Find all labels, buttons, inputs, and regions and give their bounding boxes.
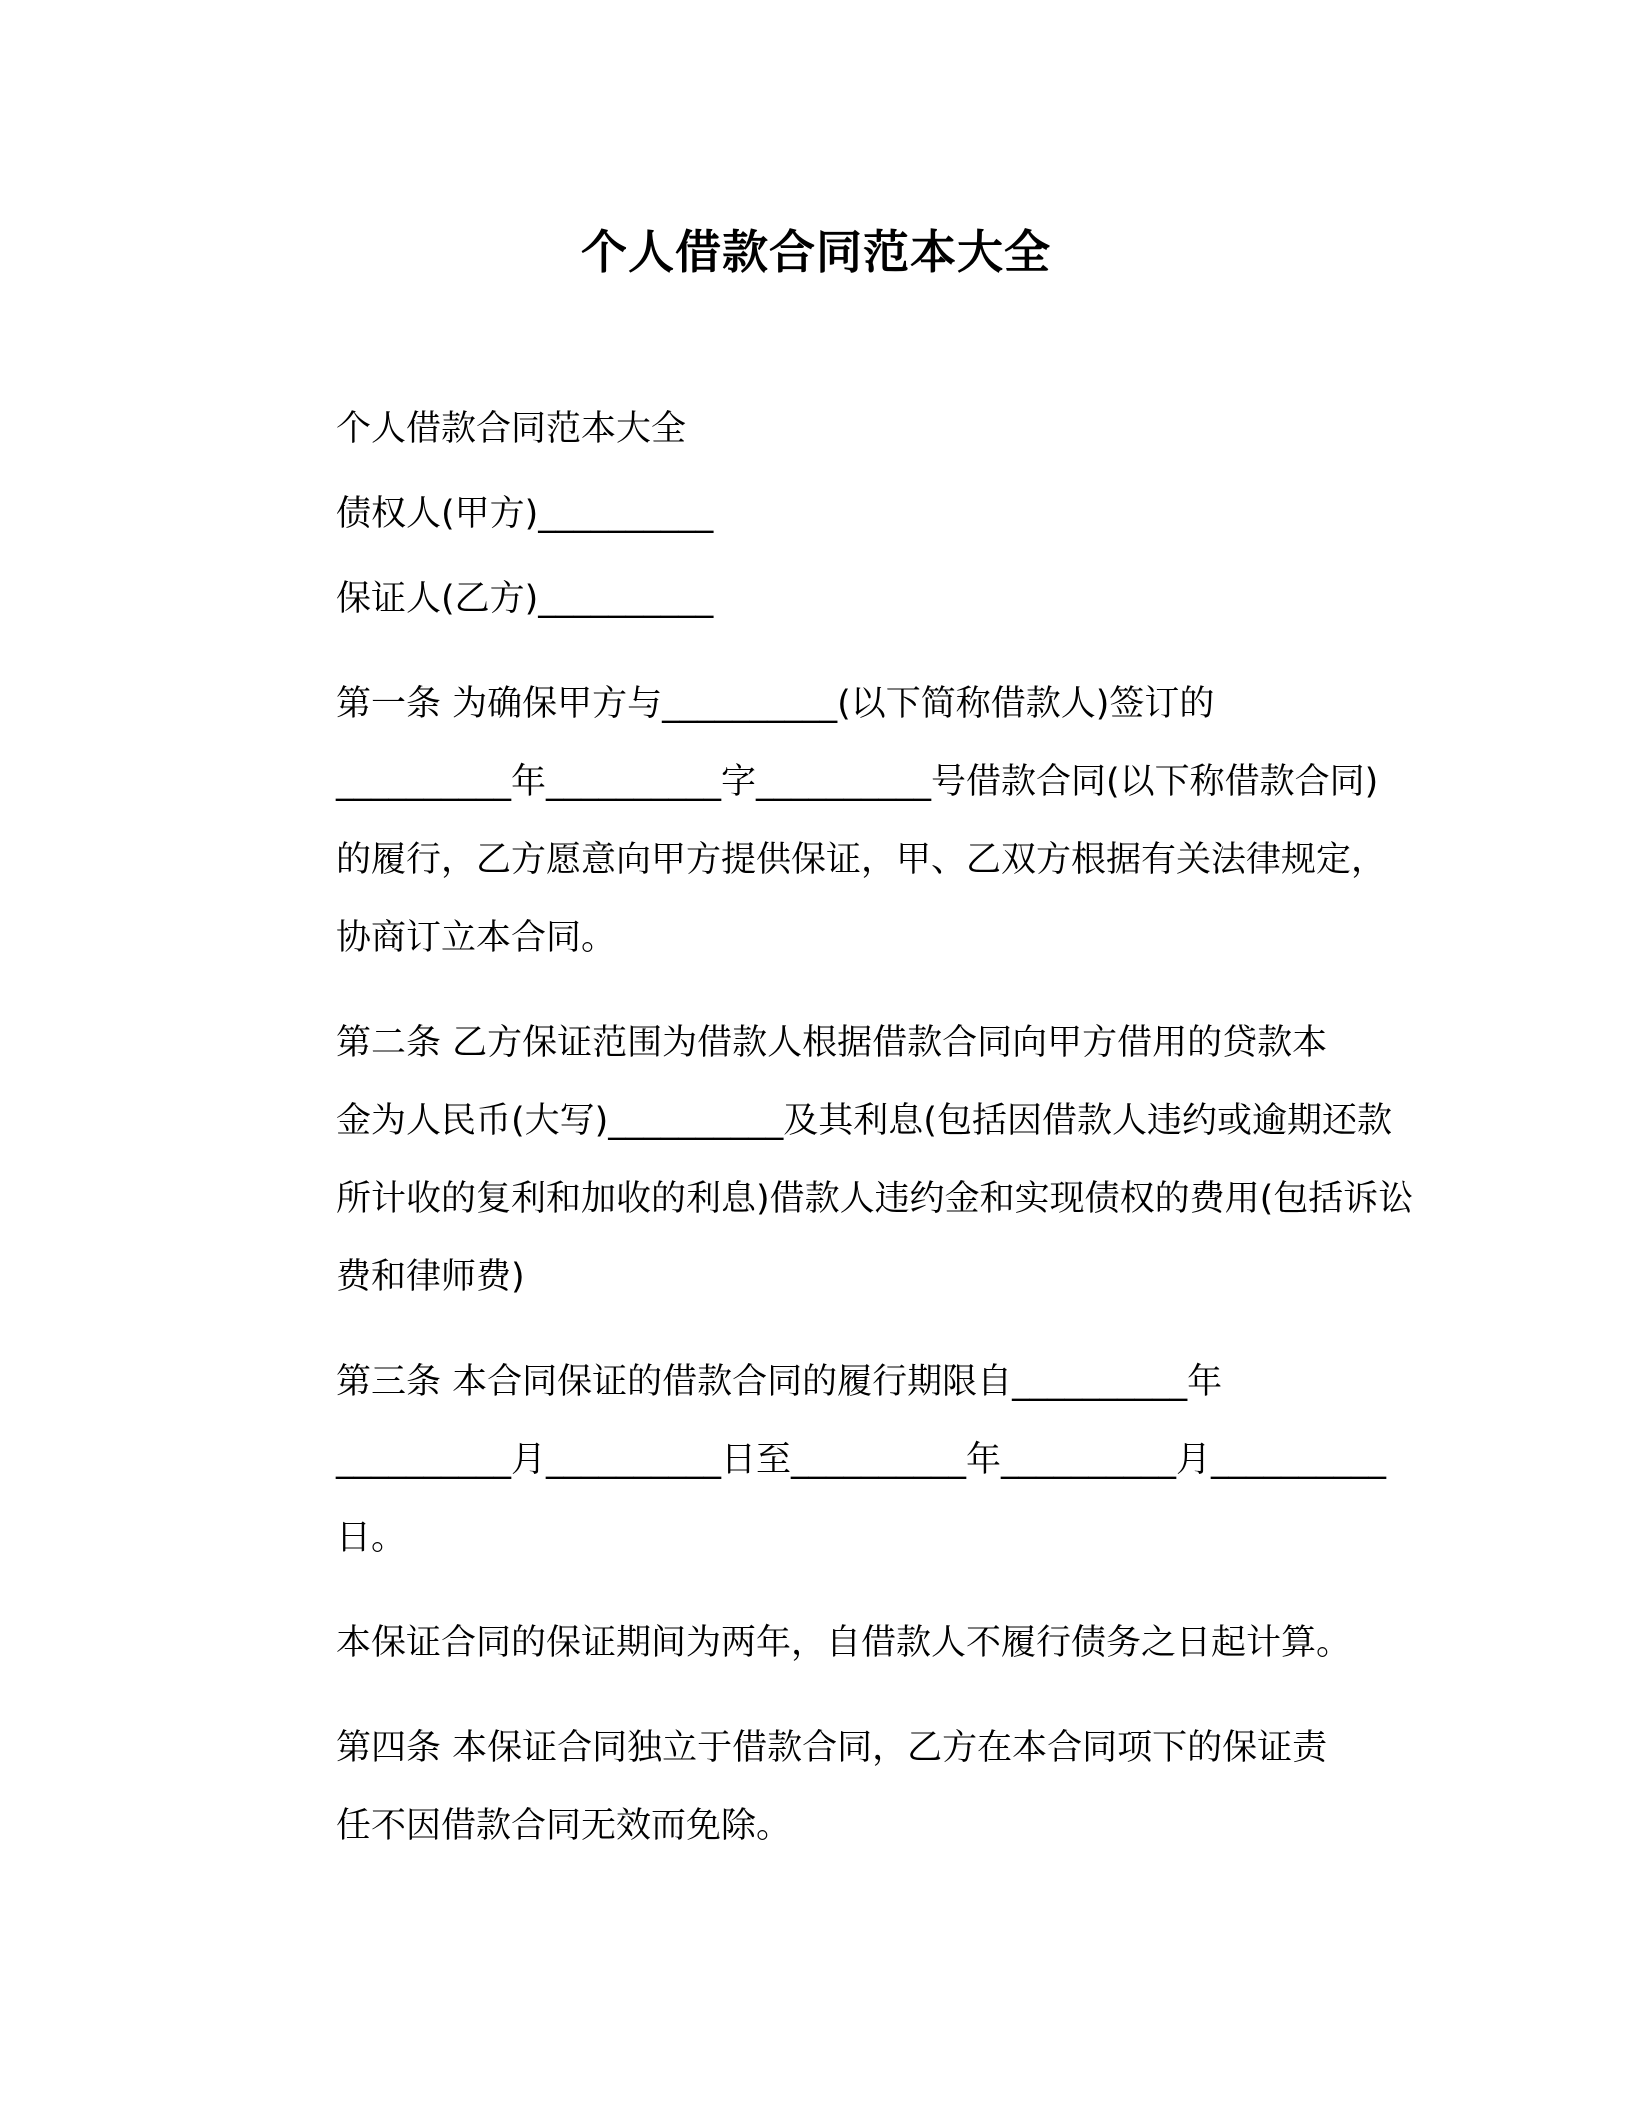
paragraph-article-1 xyxy=(240,665,1390,977)
paragraph-creditor xyxy=(240,475,1390,553)
paragraph-line: 的履行，乙方愿意向甲方提供保证，甲、乙双方根据有关法律规定， xyxy=(336,840,1387,880)
paragraph-line: 第三条 本合同保证的借款合同的履行期限自__________年 xyxy=(336,1362,1223,1402)
paragraph-line: 本保证合同的保证期间为两年，自借款人不履行债务之日起计算。 xyxy=(336,1623,1352,1663)
paragraph-article-3 xyxy=(240,1343,1390,1577)
document-title: 个人借款合同范本大全 xyxy=(581,225,1051,279)
paragraph-line: 协商订立本合同。 xyxy=(336,918,617,958)
paragraph-line: 债权人(甲方)__________ xyxy=(336,494,714,534)
paragraph-line: 第二条 乙方保证范围为借款人根据借款合同向甲方借用的贷款本 xyxy=(336,1023,1328,1063)
paragraph-line: 第一条 为确保甲方与__________(以下简称借款人)签订的 xyxy=(336,684,1215,724)
paragraph-line: __________月__________日至__________年__________月__________ xyxy=(336,1440,1387,1480)
paragraph-guarantee-period xyxy=(240,1604,1390,1682)
paragraph-line: 任不因借款合同无效而免除。 xyxy=(336,1806,792,1846)
document-body xyxy=(240,390,1414,1892)
paragraph-line: 费和律师费) xyxy=(336,1257,525,1297)
paragraph-line: __________年__________字__________号借款合同(以下称借款合同) xyxy=(336,762,1379,802)
paragraph-guarantor xyxy=(240,560,1390,638)
paragraph-article-2 xyxy=(240,1004,1414,1316)
paragraph-line: 保证人(乙方)__________ xyxy=(336,579,714,619)
paragraph-line: 金为人民币(大写)__________及其利息(包括因借款人违约或逾期还款 xyxy=(336,1101,1392,1141)
paragraph-subtitle xyxy=(240,390,1390,468)
paragraph-line: 日。 xyxy=(336,1518,407,1558)
paragraph-line: 个人借款合同范本大全 xyxy=(336,409,687,449)
paragraph-line: 第四条 本保证合同独立于借款合同，乙方在本合同项下的保证责 xyxy=(336,1728,1328,1768)
paragraph-article-4 xyxy=(240,1709,1390,1865)
paragraph-line: 所计收的复利和加收的利息)借款人违约金和实现债权的费用(包括诉讼 xyxy=(336,1179,1414,1219)
